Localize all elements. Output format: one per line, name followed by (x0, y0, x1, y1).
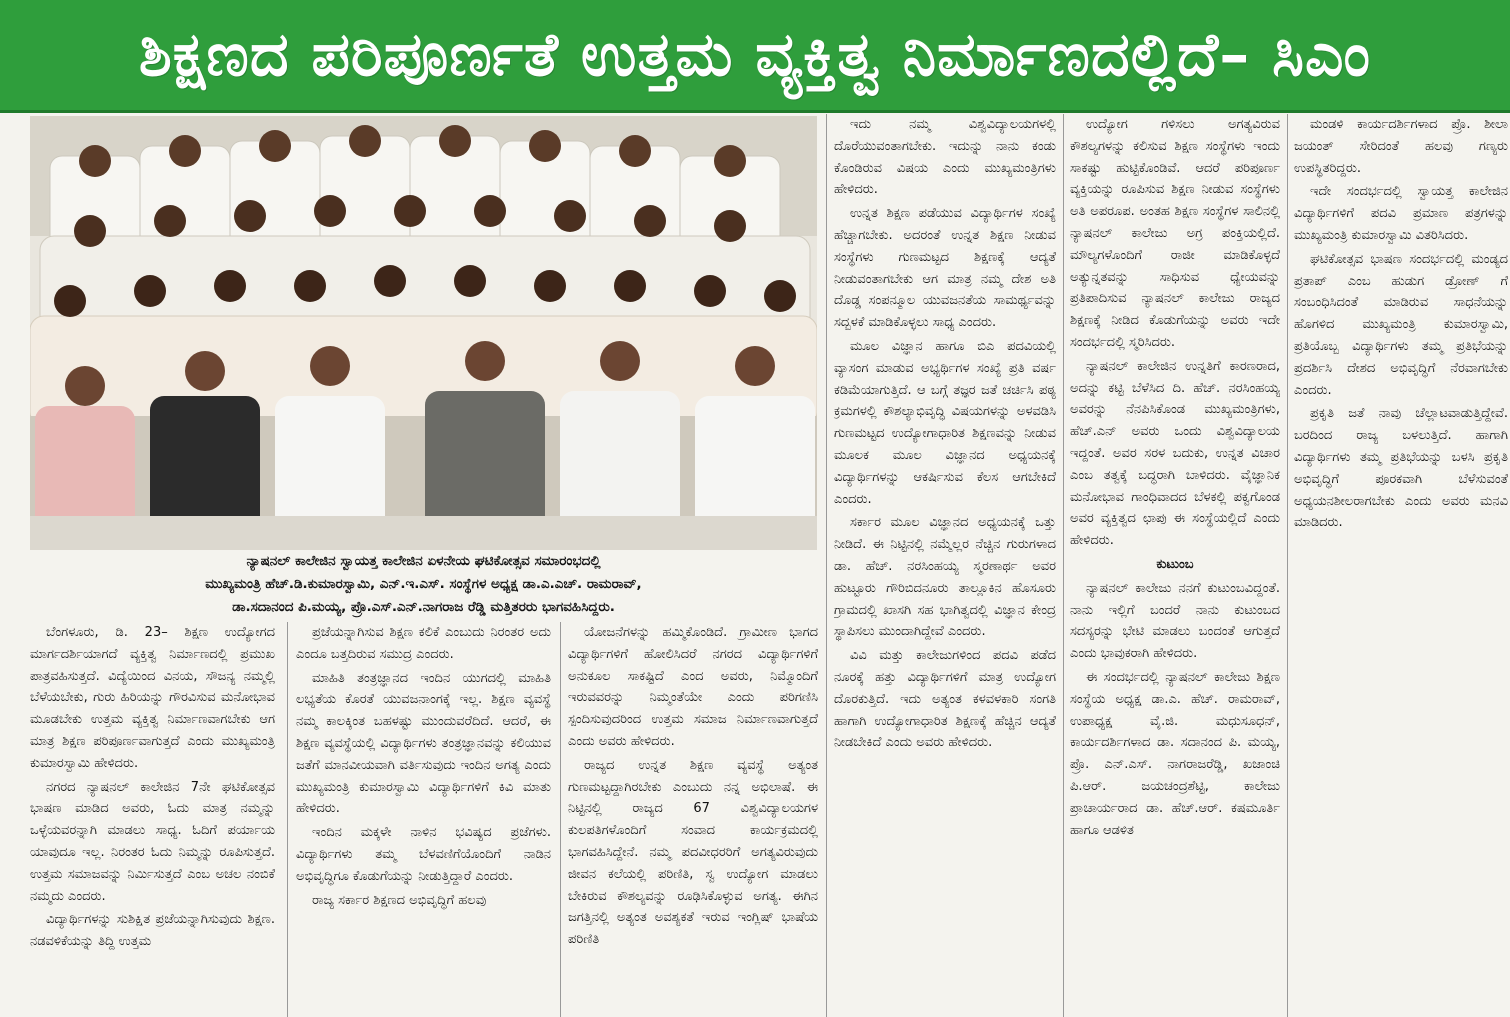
column-rule (1287, 114, 1288, 1017)
paragraph: ಮಂಡಳಿ ಕಾರ್ಯದರ್ಶಿಗಳಾದ ಪ್ರೊ. ಶೀಲಾ ಜಯಂತ್ ಸೇರಿದಂತೆ ಹಲವು ಗಣ್ಯರು ಉಪಸ್ಥಿತರಿದ್ದರು. (1294, 117, 1508, 176)
headline: ಶಿಕ್ಷಣದ ಪರಿಪೂರ್ಣತೆ ಉತ್ತಮ ವ್ಯಕ್ತಿತ್ವ ನಿರ್ಮಾಣದಲ್ಲಿದೆ– ಸಿಎಂ (138, 20, 1372, 90)
paragraph: ಇದೇ ಸಂದರ್ಭದಲ್ಲಿ ಸ್ವಾಯತ್ತ ಕಾಲೇಜಿನ ವಿದ್ಯಾರ್ಥಿಗಳಿಗೆ ಪದವಿ ಪ್ರಮಾಣ ಪತ್ರಗಳನ್ನು ಮುಖ್ಯಮಂತ್ರಿ ಕುಮಾರಸ್ವಾಮಿ ವಿತರಿಸಿದರು. (1294, 184, 1508, 243)
caption-line: ನ್ಯಾಷನಲ್ ಕಾಲೇಜಿನ ಸ್ವಾಯತ್ತ ಕಾಲೇಜಿನ ಏಳನೇಯ ಘಟಿಕೋತ್ಸವ ಸಮಾರಂಭದಲ್ಲಿ (246, 553, 601, 569)
article-column-2 (296, 622, 551, 1017)
paragraph: ರಾಜ್ಯದ ಉನ್ನತ ಶಿಕ್ಷಣ ವ್ಯವಸ್ಥೆ ಅತ್ಯಂತ ಗುಣಮಟ್ಟದ್ದಾಗಿರಬೇಕು ಎಂಬುದು ನನ್ನ ಅಭಿಲಾಷೆ. ಈ ನಿಟ್ಟಿನಲ್ಲಿ ರಾಜ್ಯದ 67 ವಿಶ್ವವಿದ್ಯಾಲಯಗಳ ಕುಲಪತಿಗಳೊಂದಿಗೆ ಸಂವಾದ ಕಾರ್ಯಕ್ರಮದಲ್ಲಿ ಭಾಗವಹಿಸಿದ್ದೇನೆ. ನಮ್ಮ ಪದವೀಧರರಿಗೆ ಅಗತ್ಯವಿರುವುದು ಜೀವನ ಕಲೆಯಲ್ಲಿ ಪರಿಣಿತಿ, ಸ್ವ ಉದ್ಯೋಗ ಮಾಡಲು ಬೇಕಿರುವ ಕೌಶಲ್ಯವನ್ನು ರೂಢಿಸಿಕೊಳ್ಳುವ ಅಗತ್ಯ. ಈಗಿನ ಜಗತ್ತಿನಲ್ಲಿ ಅತ್ಯಂತ ಅವಶ್ಯಕತೆ ಇರುವ ಇಂಗ್ಲಿಷ್ ಭಾಷೆಯ ಪರಿಣಿತಿ (568, 757, 818, 948)
paragraph: ನ್ಯಾಷನಲ್ ಕಾಲೇಜಿನ ಉನ್ನತಿಗೆ ಕಾರಣರಾದ, ಅದನ್ನು ಕಟ್ಟಿ ಬೆಳೆಸಿದ ದಿ. ಹೆಚ್. ನರಸಿಂಹಯ್ಯ ಅವರನ್ನು ನೆನಪಿಸಿಕೊಂಡ ಮುಖ್ಯಮಂತ್ರಿಗಳು, ಹೆಚ್.ಎನ್ ಅವರು ಒಂದು ವಿಶ್ವವಿದ್ಯಾಲಯ ಇದ್ದಂತೆ. ಅವರ ಸರಳ ಬದುಕು, ಉನ್ನತ ವಿಚಾರ ಎಂಬ ತತ್ವಕ್ಕೆ ಬದ್ಧರಾಗಿ ಬಾಳಿದರು. ವೈಜ್ಞಾನಿಕ ಮನೋಭಾವ ಗಾಂಧಿವಾದದ ಬೆಳಕಲ್ಲಿ ಪಕ್ವಗೊಂಡ ಅವರ ವ್ಯಕ್ತಿತ್ವದ ಛಾಪು ಈ ಸಂಸ್ಥೆಯಲ್ಲಿದೆ ಎಂದು ಹೇಳಿದರು. (1070, 358, 1280, 549)
article-column-5 (1070, 114, 1280, 1017)
paragraph: ಬೆಂಗಳೂರು, ಡಿ. 23– ಶಿಕ್ಷಣ ಉದ್ಯೋಗದ ಮಾರ್ಗದರ್ಶಿಯಾಗದೆ ವ್ಯಕ್ತಿತ್ವ ನಿರ್ಮಾಣದಲ್ಲಿ ಪ್ರಮುಖ ಪಾತ್ರವಹಿಸುತ್ತದೆ. ವಿದ್ಯೆಯಿಂದ ವಿನಯ, ಸೌಜನ್ಯ ನಮ್ಮಲ್ಲಿ ಬೆಳೆಯಬೇಕು, ಗುರು ಹಿರಿಯನ್ನು ಗೌರವಿಸುವ ಮನೋಭಾವ ಮೂಡಬೇಕು ಉತ್ತಮ ವ್ಯಕ್ತಿತ್ವ ನಿರ್ಮಾಣವಾಗಬೇಕು ಆಗ ಮಾತ್ರ ಶಿಕ್ಷಣ ಪರಿಪೂರ್ಣವಾಗುತ್ತದೆ ಎಂದು ಮುಖ್ಯಮಂತ್ರಿ ಕುಮಾರಸ್ವಾಮಿ ಹೇಳಿದರು. (30, 625, 275, 771)
column-rule (1063, 114, 1064, 1017)
paragraph: ಇದು ನಮ್ಮ ವಿಶ್ವವಿದ್ಯಾಲಯಗಳಲ್ಲಿ ದೊರೆಯುವಂತಾಗಬೇಕು. ಇದುನ್ನು ನಾನು ಕಂಡು ಕೊಂಡಿರುವ ವಿಷಯ ಎಂದು ಮುಖ್ಯಮಂತ್ರಿಗಳು ಹೇಳಿದರು. (834, 117, 1056, 198)
paragraph: ವಿವಿ ಮತ್ತು ಕಾಲೇಜುಗಳಿಂದ ಪದವಿ ಪಡೆದ ನೂರಕ್ಕೆ ಹತ್ತು ವಿದ್ಯಾರ್ಥಿಗಳಿಗೆ ಮಾತ್ರ ಉದ್ಯೋಗ ದೊರಕುತ್ತಿದೆ. ಇದು ಅತ್ಯಂತ ಕಳವಳಕಾರಿ ಸಂಗತಿ ಹಾಗಾಗಿ ಉದ್ಯೋಗಾಧಾರಿತ ಶಿಕ್ಷಣಕ್ಕೆ ಹೆಚ್ಚಿನ ಆದ್ಯತೆ ನೀಡಬೇಕಿದೆ ಎಂದು ಅವರು ಹೇಳಿದರು. (834, 648, 1056, 751)
paragraph: ನ್ಯಾಷನಲ್ ಕಾಲೇಜು ನನಗೆ ಕುಟುಂಬವಿದ್ದಂತೆ. ನಾನು ಇಲ್ಲಿಗೆ ಬಂದರೆ ನಾನು ಕುಟುಂಬದ ಸದಸ್ಯರನ್ನು ಭೇಟಿ ಮಾಡಲು ಬಂದಂತೆ ಆಗುತ್ತದೆ ಎಂದು ಭಾವುಕರಾಗಿ ಹೇಳಿದರು. (1070, 580, 1280, 662)
column-rule (560, 622, 561, 1017)
event-photo (30, 116, 817, 550)
subheading: ಕುಟುಂಬ (1156, 556, 1194, 572)
paragraph: ವಿದ್ಯಾರ್ಥಿಗಳನ್ನು ಸುಶಿಕ್ಷಿತ ಪ್ರಜೆಯನ್ನಾಗಿಸುವುದು ಶಿಕ್ಷಣ. ನಡವಳಿಕೆಯನ್ನು ತಿದ್ದಿ ಉತ್ತಮ (30, 912, 275, 950)
paragraph: ಇಂದಿನ ಮಕ್ಕಳೇ ನಾಳಿನ ಭವಿಷ್ಯದ ಪ್ರಜೆಗಳು. ವಿದ್ಯಾರ್ಥಿಗಳು ತಮ್ಮ ಬೆಳವಣಿಗೆಯೊಂದಿಗೆ ನಾಡಿನ ಅಭಿವೃದ್ಧಿಗೂ ಕೊಡುಗೆಯನ್ನು ನೀಡುತ್ತಿದ್ದಾರೆ ಎಂದರು. (296, 825, 551, 884)
caption-line: ಡಾ.ಸದಾನಂದ ಪಿ.ಮಯ್ಯ, ಪ್ರೊ.ಎಸ್.ಎನ್.ನಾಗರಾಜ ರೆಡ್ಡಿ ಮತ್ತಿತರರು ಭಾಗವಹಿಸಿದ್ದರು. (232, 599, 615, 615)
article-column-4 (834, 114, 1056, 1017)
photo-caption (30, 550, 817, 620)
caption-line: ಮುಖ್ಯಮಂತ್ರಿ ಹೆಚ್.ಡಿ.ಕುಮಾರಸ್ವಾಮಿ, ಎನ್.ಇ.ಎಸ್. ಸಂಸ್ಥೆಗಳ ಅಧ್ಯಕ್ಷ ಡಾ.ಎ.ಎಚ್. ರಾಮರಾವ್, (205, 576, 642, 592)
paragraph: ಯೋಜನೆಗಳನ್ನು ಹಮ್ಮಿಕೊಂಡಿದೆ. ಗ್ರಾಮೀಣ ಭಾಗದ ವಿದ್ಯಾರ್ಥಿಗಳಿಗೆ ಹೋಲಿಸಿದರೆ ನಗರದ ವಿದ್ಯಾರ್ಥಿಗಳಿಗೆ ಅನುಕೂಲ ಸಾಕಷ್ಟಿದೆ ಎಂದ ಅವರು, ನಿಮ್ಮೊಂದಿಗೆ ಇರುವವರನ್ನು ನಿಮ್ಮಂತೆಯೇ ಎಂದು ಪರಿಗಣಿಸಿ ಸ್ಪಂದಿಸುವುದರಿಂದ ಉತ್ತಮ ಸಮಾಜ ನಿರ್ಮಾಣವಾಗುತ್ತದೆ ಎಂದು ಅವರು ಹೇಳಿದರು. (568, 625, 818, 749)
paragraph: ಉನ್ನತ ಶಿಕ್ಷಣ ಪಡೆಯುವ ವಿದ್ಯಾರ್ಥಿಗಳ ಸಂಖ್ಯೆ ಹೆಚ್ಚಾಗಬೇಕು. ಅದರಂತೆ ಉನ್ನತ ಶಿಕ್ಷಣ ನೀಡುವ ಸಂಸ್ಥೆಗಳು ಗುಣಮಟ್ಟದ ಶಿಕ್ಷಣಕ್ಕೆ ಆದ್ಯತೆ ನೀಡುವಂತಾಗಬೇಕು ಆಗ ಮಾತ್ರ ನಮ್ಮ ದೇಶ ಅತಿ ದೊಡ್ಡ ಸಂಪನ್ಮೂಲ ಯುವಜನತೆಯ ಸಾಮರ್ಥ್ಯವನ್ನು ಸದ್ಬಳಕೆ ಮಾಡಿಕೊಳ್ಳಲು ಸಾಧ್ಯ ಎಂದರು. (834, 206, 1056, 331)
paragraph: ನಗರದ ನ್ಯಾಷನಲ್ ಕಾಲೇಜಿನ 7ನೇ ಘಟಿಕೋತ್ಸವ ಭಾಷಣ ಮಾಡಿದ ಅವರು, ಓದು ಮಾತ್ರ ನಮ್ಮನ್ನು ಒಳ್ಳೆಯವರನ್ನಾಗಿ ಮಾಡಲು ಸಾಧ್ಯ. ಓದಿಗೆ ಪರ್ಯಾಯ ಯಾವುದೂ ಇಲ್ಲ. ನಿರಂತರ ಓದು ನಿಮ್ಮನ್ನು ರೂಪಿಸುತ್ತದೆ. ಉತ್ತಮ ಸಮಾಜವನ್ನು ನಿರ್ಮಿಸುತ್ತದೆ ಎಂಬ ಅಚಲ ನಂಬಿಕೆ ನಮ್ಮದು ಎಂದರು. (30, 779, 275, 904)
column-rule (287, 622, 288, 1017)
paragraph: ಮಾಹಿತಿ ತಂತ್ರಜ್ಞಾನದ ಇಂದಿನ ಯುಗದಲ್ಲಿ ಮಾಹಿತಿ ಲಭ್ಯತೆಯ ಕೊರತೆ ಯುವಜನಾಂಗಕ್ಕೆ ಇಲ್ಲ. ಶಿಕ್ಷಣ ವ್ಯವಸ್ಥೆ ನಮ್ಮ ಕಾಲಕ್ಕಿಂತ ಬಹಳಷ್ಟು ಮುಂದುವರೆದಿದೆ. ಆದರೆ, ಈ ಶಿಕ್ಷಣ ವ್ಯವಸ್ಥೆಯಲ್ಲಿ ವಿದ್ಯಾರ್ಥಿಗಳು ತಂತ್ರಜ್ಞಾನವನ್ನು ಕಲಿಯುವ ಜತೆಗೆ ಮಾನವೀಯವಾಗಿ ವರ್ತಿಸುವುದು ಇಂದಿನ ಅಗತ್ಯ ಎಂದು ಮುಖ್ಯಮಂತ್ರಿ ಕುಮಾರಸ್ವಾಮಿ ವಿದ್ಯಾರ್ಥಿಗಳಿಗೆ ಕಿವಿ ಮಾತು ಹೇಳಿದರು. (296, 670, 551, 817)
headline-banner (0, 0, 1510, 113)
paragraph: ಪ್ರಜೆಯನ್ನಾಗಿಸುವ ಶಿಕ್ಷಣ ಕಲಿಕೆ ಎಂಬುದು ನಿರಂತರ ಅದು ಎಂದೂ ಬತ್ತದಿರುವ ಸಮುದ್ರ ಎಂದರು. (296, 625, 551, 662)
paragraph: ಘಟಿಕೋತ್ಸವ ಭಾಷಣ ಸಂದರ್ಭದಲ್ಲಿ ಮಂಡ್ಯದ ಪ್ರತಾಪ್ ಎಂಬ ಹುಡುಗ ಡ್ರೋಣ್ ಗೆ ಸಂಬಂಧಿಸಿದಂತೆ ಮಾಡಿರುವ ಸಾಧನೆಯನ್ನು ಹೊಗಳಿದ ಮುಖ್ಯಮಂತ್ರಿ ಕುಮಾರಸ್ವಾಮಿ, ಪ್ರತಿಯೊಬ್ಬ ವಿದ್ಯಾರ್ಥಿಗಳು ತಮ್ಮ ಪ್ರತಿಭೆಯನ್ನು ಪ್ರದರ್ಶಿಸಿ ದೇಶದ ಅಭಿವೃದ್ಧಿಗೆ ನೆರವಾಗಬೇಕು ಎಂದರು. (1294, 251, 1508, 398)
article-column-1 (30, 622, 275, 1017)
paragraph: ಉದ್ಯೋಗ ಗಳಿಸಲು ಅಗತ್ಯವಿರುವ ಕೌಶಲ್ಯಗಳನ್ನು ಕಲಿಸುವ ಶಿಕ್ಷಣ ಸಂಸ್ಥೆಗಳು ಇಂದು ಸಾಕಷ್ಟು ಹುಟ್ಟಿಕೊಂಡಿವೆ. ಆದರೆ ಪರಿಪೂರ್ಣ ವ್ಯಕ್ತಿಯನ್ನು ರೂಪಿಸುವ ಶಿಕ್ಷಣ ನೀಡುವ ಸಂಸ್ಥೆಗಳು ಅತಿ ಅಪರೂಪ. ಅಂತಹ ಶಿಕ್ಷಣ ಸಂಸ್ಥೆಗಳ ಸಾಲಿನಲ್ಲಿ ನ್ಯಾಷನಲ್ ಕಾಲೇಜು ಅಗ್ರ ಪಂಕ್ತಿಯಲ್ಲಿದೆ. ಮೌಲ್ಯಗಳೊಂದಿಗೆ ರಾಜೀ ಮಾಡಿಕೊಳ್ಳದೆ ಅತ್ಯುನ್ನತವನ್ನು ಸಾಧಿಸುವ ಧ್ಯೇಯವನ್ನು ಪ್ರತಿಪಾದಿಸುವ ನ್ಯಾಷನಲ್ ಕಾಲೇಜು ರಾಜ್ಯದ ಶಿಕ್ಷಣಕ್ಕೆ ನೀಡಿದ ಕೊಡುಗೆಯನ್ನು ಅವರು ಇದೇ ಸಂದರ್ಭದಲ್ಲಿ ಸ್ಮರಿಸಿದರು. (1070, 117, 1280, 350)
article-column-6 (1294, 114, 1508, 1017)
column-rule (826, 114, 827, 1017)
paragraph: ಮೂಲ ವಿಜ್ಞಾನ ಹಾಗೂ ಬಿಎ ಪದವಿಯಲ್ಲಿ ವ್ಯಾಸಂಗ ಮಾಡುವ ಅಭ್ಯರ್ಥಿಗಳ ಸಂಖ್ಯೆ ಪ್ರತಿ ವರ್ಷ ಕಡಿಮೆಯಾಗುತ್ತಿದೆ. ಆ ಬಗ್ಗೆ ತಜ್ಞರ ಜತೆ ಚರ್ಚಿಸಿ ಪಠ್ಯ ಕ್ರಮಗಳಲ್ಲಿ ಕೌಶಲ್ಯಾಭಿವೃದ್ಧಿ ವಿಷಯಗಳನ್ನು ಅಳವಡಿಸಿ ಗುಣಮಟ್ಟದ ಉದ್ಯೋಗಾಧಾರಿತ ಶಿಕ್ಷಣವನ್ನು ನೀಡುವ ಮೂಲಕ ಮೂಲ ವಿಜ್ಞಾನದ ಅಧ್ಯಯನಕ್ಕೆ ವಿದ್ಯಾರ್ಥಿಗಳನ್ನು ಆಕರ್ಷಿಸುವ ಕೆಲಸ ಆಗಬೇಕಿದೆ ಎಂದರು. (834, 338, 1056, 507)
article-column-3 (568, 622, 818, 1017)
paragraph: ಪ್ರಕೃತಿ ಜತೆ ನಾವು ಚೆಲ್ಲಾಟವಾಡುತ್ತಿದ್ದೇವೆ. ಬರದಿಂದ ರಾಜ್ಯ ಬಳಲುತ್ತಿದೆ. ಹಾಗಾಗಿ ವಿದ್ಯಾರ್ಥಿಗಳು ತಮ್ಮ ಪ್ರತಿಭೆಯನ್ನು ಬಳಸಿ ಪ್ರಕೃತಿ ಅಭಿವೃದ್ಧಿಗೆ ಪೂರಕವಾಗಿ ಬೆಳೆಸುವಂತೆ ಅಧ್ಯಯನಶೀಲರಾಗಬೇಕು ಎಂದು ಅವರು ಮನವಿ ಮಾಡಿದರು. (1294, 406, 1508, 531)
paragraph: ಈ ಸಂದರ್ಭದಲ್ಲಿ ನ್ಯಾಷನಲ್ ಕಾಲೇಜು ಶಿಕ್ಷಣ ಸಂಸ್ಥೆಯ ಅಧ್ಯಕ್ಷ ಡಾ.ಎ. ಹೆಚ್. ರಾಮರಾವ್, ಉಪಾಧ್ಯಕ್ಷ ವೈ.ಜಿ. ಮಧುಸೂಧನ್, ಕಾರ್ಯದರ್ಶಿಗಳಾದ ಡಾ. ಸದಾನಂದ ಪಿ. ಮಯ್ಯ, ಪ್ರೊ. ಎನ್.ಎಸ್. ನಾಗರಾಜರೆಡ್ಡಿ, ಖಜಾಂಚಿ ಪಿ.ಆರ್. ಜಯಚಂದ್ರಶೆಟ್ಟಿ, ಕಾಲೇಜು ಪ್ರಾಚಾರ್ಯರಾದ ಡಾ. ಹೆಚ್.ಆರ್. ಕಷಮೂರ್ತಿ ಹಾಗೂ ಆಡಳಿತ (1070, 669, 1280, 838)
paragraph: ರಾಜ್ಯ ಸರ್ಕಾರ ಶಿಕ್ಷಣದ ಅಭಿವೃದ್ಧಿಗೆ ಹಲವು (312, 892, 487, 908)
paragraph: ಸರ್ಕಾರ ಮೂಲ ವಿಜ್ಞಾನದ ಅಧ್ಯಯನಕ್ಕೆ ಒತ್ತು ನೀಡಿದೆ. ಈ ನಿಟ್ಟಿನಲ್ಲಿ ನಮ್ಮೆಲ್ಲರ ನೆಚ್ಚಿನ ಗುರುಗಳಾದ ಡಾ. ಹೆಚ್. ನರಸಿಂಹಯ್ಯ ಸ್ಮರಣಾರ್ಥ ಅವರ ಹುಟ್ಟೂರು ಗೌರಿಬಿದನೂರು ತಾಲ್ಲೂಕಿನ ಹೊಸೂರು ಗ್ರಾಮದಲ್ಲಿ ಖಾಸಗಿ ಸಹ ಭಾಗಿತ್ವದಲ್ಲಿ ವಿಜ್ಞಾನ ಕೇಂದ್ರ ಸ್ಥಾಪಿಸಲು ಮುಂದಾಗಿದ್ದೇವೆ ಎಂದರು. (834, 515, 1056, 640)
